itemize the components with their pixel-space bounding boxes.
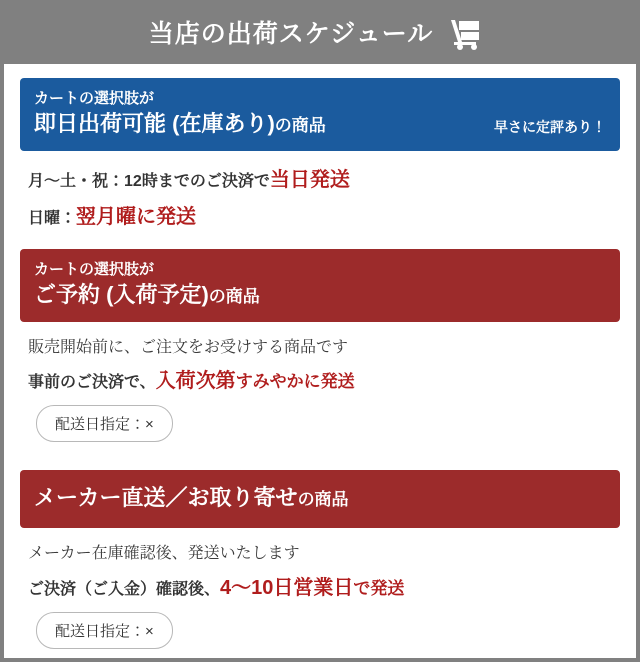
detail-label: 事前のご決済で、 [28,374,156,392]
banner-title-suffix: の商品 [274,116,326,136]
details-maker-direct [20,542,620,649]
detail-label: 月～土・祝： [28,172,125,190]
detail-text: 12時までのご決済で [124,172,270,190]
detail-line [28,202,618,233]
detail-line [28,366,618,397]
banner-note-badge: 早さに定評あり！ [494,118,606,135]
detail-line [28,336,618,361]
banner-subtitle: カートの選択肢が [34,260,155,278]
banner-title-text: ご予約 (入荷予定) [34,282,209,308]
detail-highlight-small: すみやかに発送 [235,372,355,392]
section-banner-maker-direct [20,470,620,528]
delivery-truck-icon [447,18,491,50]
banner-subtitle: カートの選択肢が [34,90,155,107]
detail-highlight: 入荷次第 [155,370,236,393]
detail-highlight-small: で発送 [353,578,405,598]
page-header [4,4,636,64]
banner-title [34,484,606,513]
detail-label: 日曜： [28,209,77,227]
detail-label: ご決済（ご入金）確認後、 [28,580,221,598]
section-banner-reservation [20,249,620,322]
delivery-date-pill: 配送日指定：× [36,612,173,649]
detail-line [28,573,618,604]
details-reservation [20,336,620,443]
detail-text: 販売開始前に、ご注文をお受けする商品です [28,338,349,356]
banner-title [34,281,606,310]
banner-title-suffix: の商品 [208,287,260,307]
section-banner-same-day [20,78,620,151]
delivery-date-pill: 配送日指定：× [36,405,173,442]
section-spacer [20,458,620,470]
content-area [4,64,636,649]
detail-text: メーカー在庫確認後、発送いたします [28,545,300,563]
detail-line [28,165,618,196]
detail-highlight: 当日発送 [269,168,350,191]
banner-title-text: メーカー直送／お取り寄せ [34,485,298,511]
detail-highlight: 4～10日営業日 [220,576,354,599]
banner-title-suffix: の商品 [297,490,349,510]
banner-title-text: 即日出荷可能 (在庫あり) [34,111,275,137]
page-title: 当店の出荷スケジュール [148,19,434,48]
details-same-day [20,165,620,233]
detail-highlight: 翌月曜に発送 [76,205,197,228]
detail-line [28,542,618,567]
